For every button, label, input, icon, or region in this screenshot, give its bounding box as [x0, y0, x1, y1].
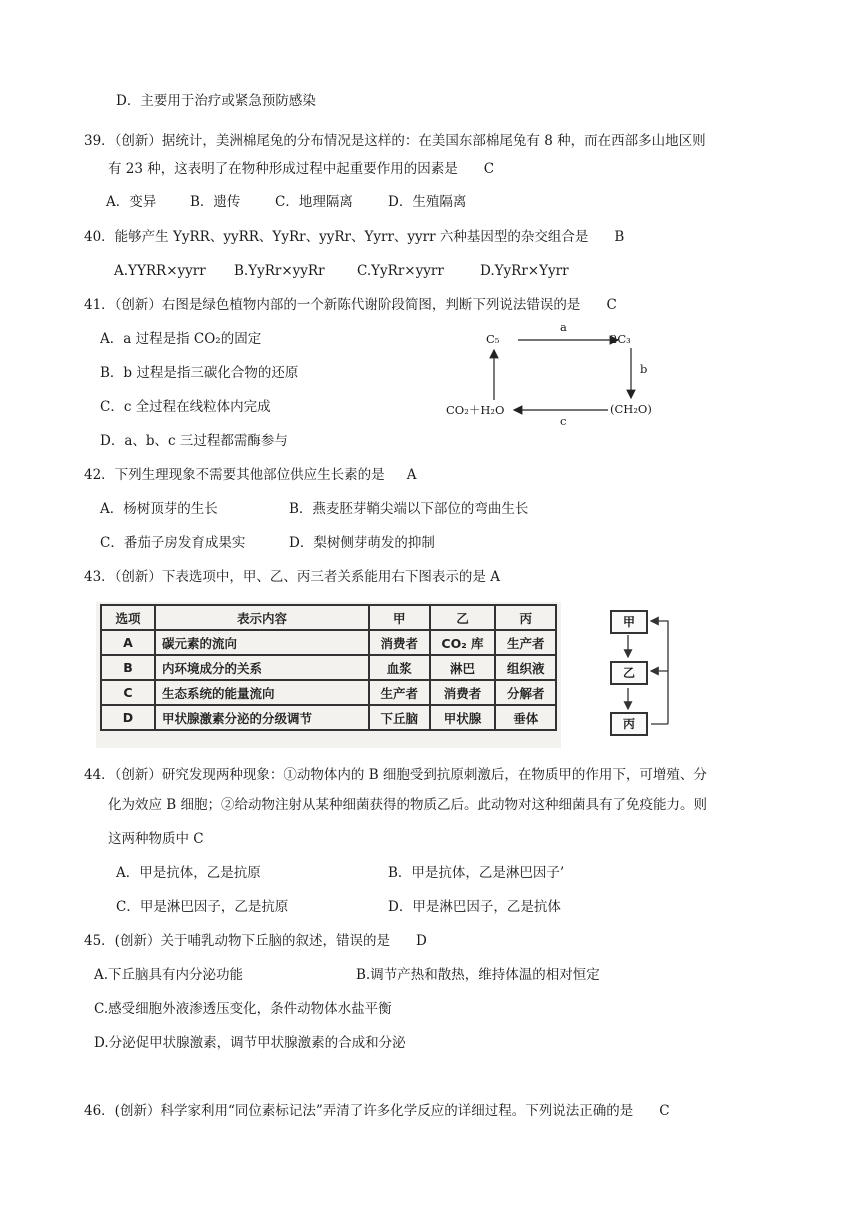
q41-stem: 41．（创新）右图是绿色植物内部的一个新陈代谢阶段简图，判断下列说法错误的是 C: [84, 297, 617, 313]
q45-answer: D: [415, 933, 427, 949]
q39-stem-line2: 有 23 种，这表明了在物种形成过程中起重要作用的因素是 C: [108, 161, 495, 177]
flow-box-yi: 乙: [610, 661, 648, 685]
ch2o-label: (CH₂O): [610, 402, 652, 416]
cell: 生产者: [495, 630, 556, 655]
header-option: 选项: [101, 605, 155, 630]
flow-box-bing: 丙: [610, 712, 648, 736]
cell: 下丘脑: [369, 705, 430, 730]
cell: CO₂ 库: [430, 630, 496, 655]
q44-option-c: C．甲是淋巴因子，乙是抗原: [116, 899, 289, 915]
cell: 淋巴: [430, 655, 496, 680]
q43-stem: 43．（创新）下表选项中，甲、乙、丙三者关系能用右下图表示的是 A: [84, 569, 500, 585]
q39-option-b: B．遗传: [190, 194, 241, 210]
cell: 甲状腺: [430, 705, 496, 730]
cell: 垂体: [495, 705, 556, 730]
q42-stem: 42．下列生理现象不需要其他部位供应生长素的是 A: [84, 467, 417, 483]
co2-h2o-label: CO₂＋H₂O: [446, 403, 505, 417]
cell: C: [101, 680, 155, 705]
label-b: b: [640, 362, 648, 376]
table-row: [101, 705, 556, 730]
q44-option-b: B．甲是抗体，乙是淋巴因子’: [388, 865, 565, 881]
flow-box-jia: 甲: [610, 610, 648, 634]
q39-answer: C: [483, 161, 495, 177]
q45-option-b: B.调节产热和散热，维持体温的相对恒定: [356, 967, 600, 983]
q39-option-c: C．地理隔离: [275, 194, 353, 210]
q40-answer: B: [614, 229, 625, 245]
cell: 消费者: [430, 680, 496, 705]
table-header-row: [101, 605, 556, 630]
q45-option-c: C.感受细胞外液渗透压变化，条件动物体水盐平衡: [94, 1001, 392, 1017]
header-content: 表示内容: [155, 605, 369, 630]
q44-stem-line2: 化为效应 B 细胞；②给动物注射从某种细菌获得的物质乙后。此动物对这种细菌具有了免疫能力。则: [108, 797, 708, 813]
cell: 生产者: [369, 680, 430, 705]
calvin-cycle-diagram: [440, 318, 670, 428]
q40-option-b: B.YyRr×yyRr: [234, 263, 325, 279]
q39-stem-line1: 39．（创新）据统计，美洲棉尾兔的分布情况是这样的：在美国东部棉尾兔有 8 种，而在西部多山地区则: [84, 133, 706, 149]
q39-option-a: A．变异: [106, 194, 157, 210]
q46-answer: C: [659, 1103, 670, 1119]
table-row: [101, 630, 556, 655]
q40-option-a: A.YYRR×yyrr: [114, 263, 206, 279]
q46-stem: 46．(创新）科学家利用“同位素标记法”弄清了许多化学反应的详细过程。下列说法正确的是 C: [84, 1103, 670, 1119]
label-c: c: [560, 414, 567, 428]
cell: D: [101, 705, 155, 730]
q44-option-a: A．甲是抗体，乙是抗原: [116, 865, 261, 881]
q43-flow-diagram: [596, 606, 686, 736]
label-a: a: [560, 320, 567, 334]
cell: 内环境成分的关系: [155, 655, 369, 680]
q42-option-d: D．梨树侧芽萌发的抑制: [289, 535, 435, 551]
q42-answer: A: [406, 467, 417, 483]
q39-option-d: D．生殖隔离: [388, 194, 467, 210]
table-row: [101, 655, 556, 680]
q40-stem: 40．能够产生 YyRR、yyRR、YyRr、yyRr、Yyrr、yyrr 六种基因型的杂交组合是 B: [84, 229, 625, 245]
q40-option-d: D.YyRr×Yyrr: [480, 263, 569, 279]
q43-table: [100, 604, 557, 731]
q45-option-d: D.分泌促甲状腺激素，调节甲状腺激素的合成和分泌: [94, 1035, 406, 1051]
q44-option-d: D．甲是淋巴因子，乙是抗体: [388, 899, 561, 915]
q42-option-c: C．番茄子房发育成果实: [100, 535, 246, 551]
table-row: [101, 680, 556, 705]
header-yi: 乙: [430, 605, 496, 630]
cell: B: [101, 655, 155, 680]
q42-option-b: B．燕麦胚芽鞘尖端以下部位的弯曲生长: [289, 501, 529, 517]
c3-label: 2C₃: [610, 332, 631, 346]
q41-option-d: D．a、b、c 三过程都需酶参与: [100, 433, 288, 449]
cell: 甲状腺激素分泌的分级调节: [155, 705, 369, 730]
cell: 分解者: [495, 680, 556, 705]
q41-option-a: A．a 过程是指 CO₂的固定: [100, 331, 262, 347]
cell: 血浆: [369, 655, 430, 680]
c5-label: C₅: [486, 332, 500, 346]
q45-stem: 45．(创新）关于哺乳动物下丘脑的叙述，错误的是 D: [84, 933, 427, 949]
header-bing: 丙: [495, 605, 556, 630]
q38-option-d: D．主要用于治疗或紧急预防感染: [116, 93, 316, 109]
header-jia: 甲: [369, 605, 430, 630]
q41-answer: C: [606, 297, 617, 313]
cell: 生态系统的能量流向: [155, 680, 369, 705]
q44-stem-line1: 44．（创新）研究发现两种现象：①动物体内的 B 细胞受到抗原刺激后，在物质甲的作用下，可增殖、分: [84, 767, 707, 783]
cell: 碳元素的流向: [155, 630, 369, 655]
q41-option-c: C．c 全过程在线粒体内完成: [100, 399, 271, 415]
q43-table-image: [96, 602, 561, 748]
cell: A: [101, 630, 155, 655]
cell: 消费者: [369, 630, 430, 655]
q42-option-a: A．杨树顶芽的生长: [100, 501, 218, 517]
q45-option-a: A.下丘脑具有内分泌功能: [94, 967, 244, 983]
q41-option-b: B．b 过程是指三碳化合物的还原: [100, 365, 299, 381]
q44-stem-line3: 这两种物质中 C: [108, 831, 204, 847]
q40-option-c: C.YyRr×yyrr: [357, 263, 444, 279]
cell: 组织液: [495, 655, 556, 680]
